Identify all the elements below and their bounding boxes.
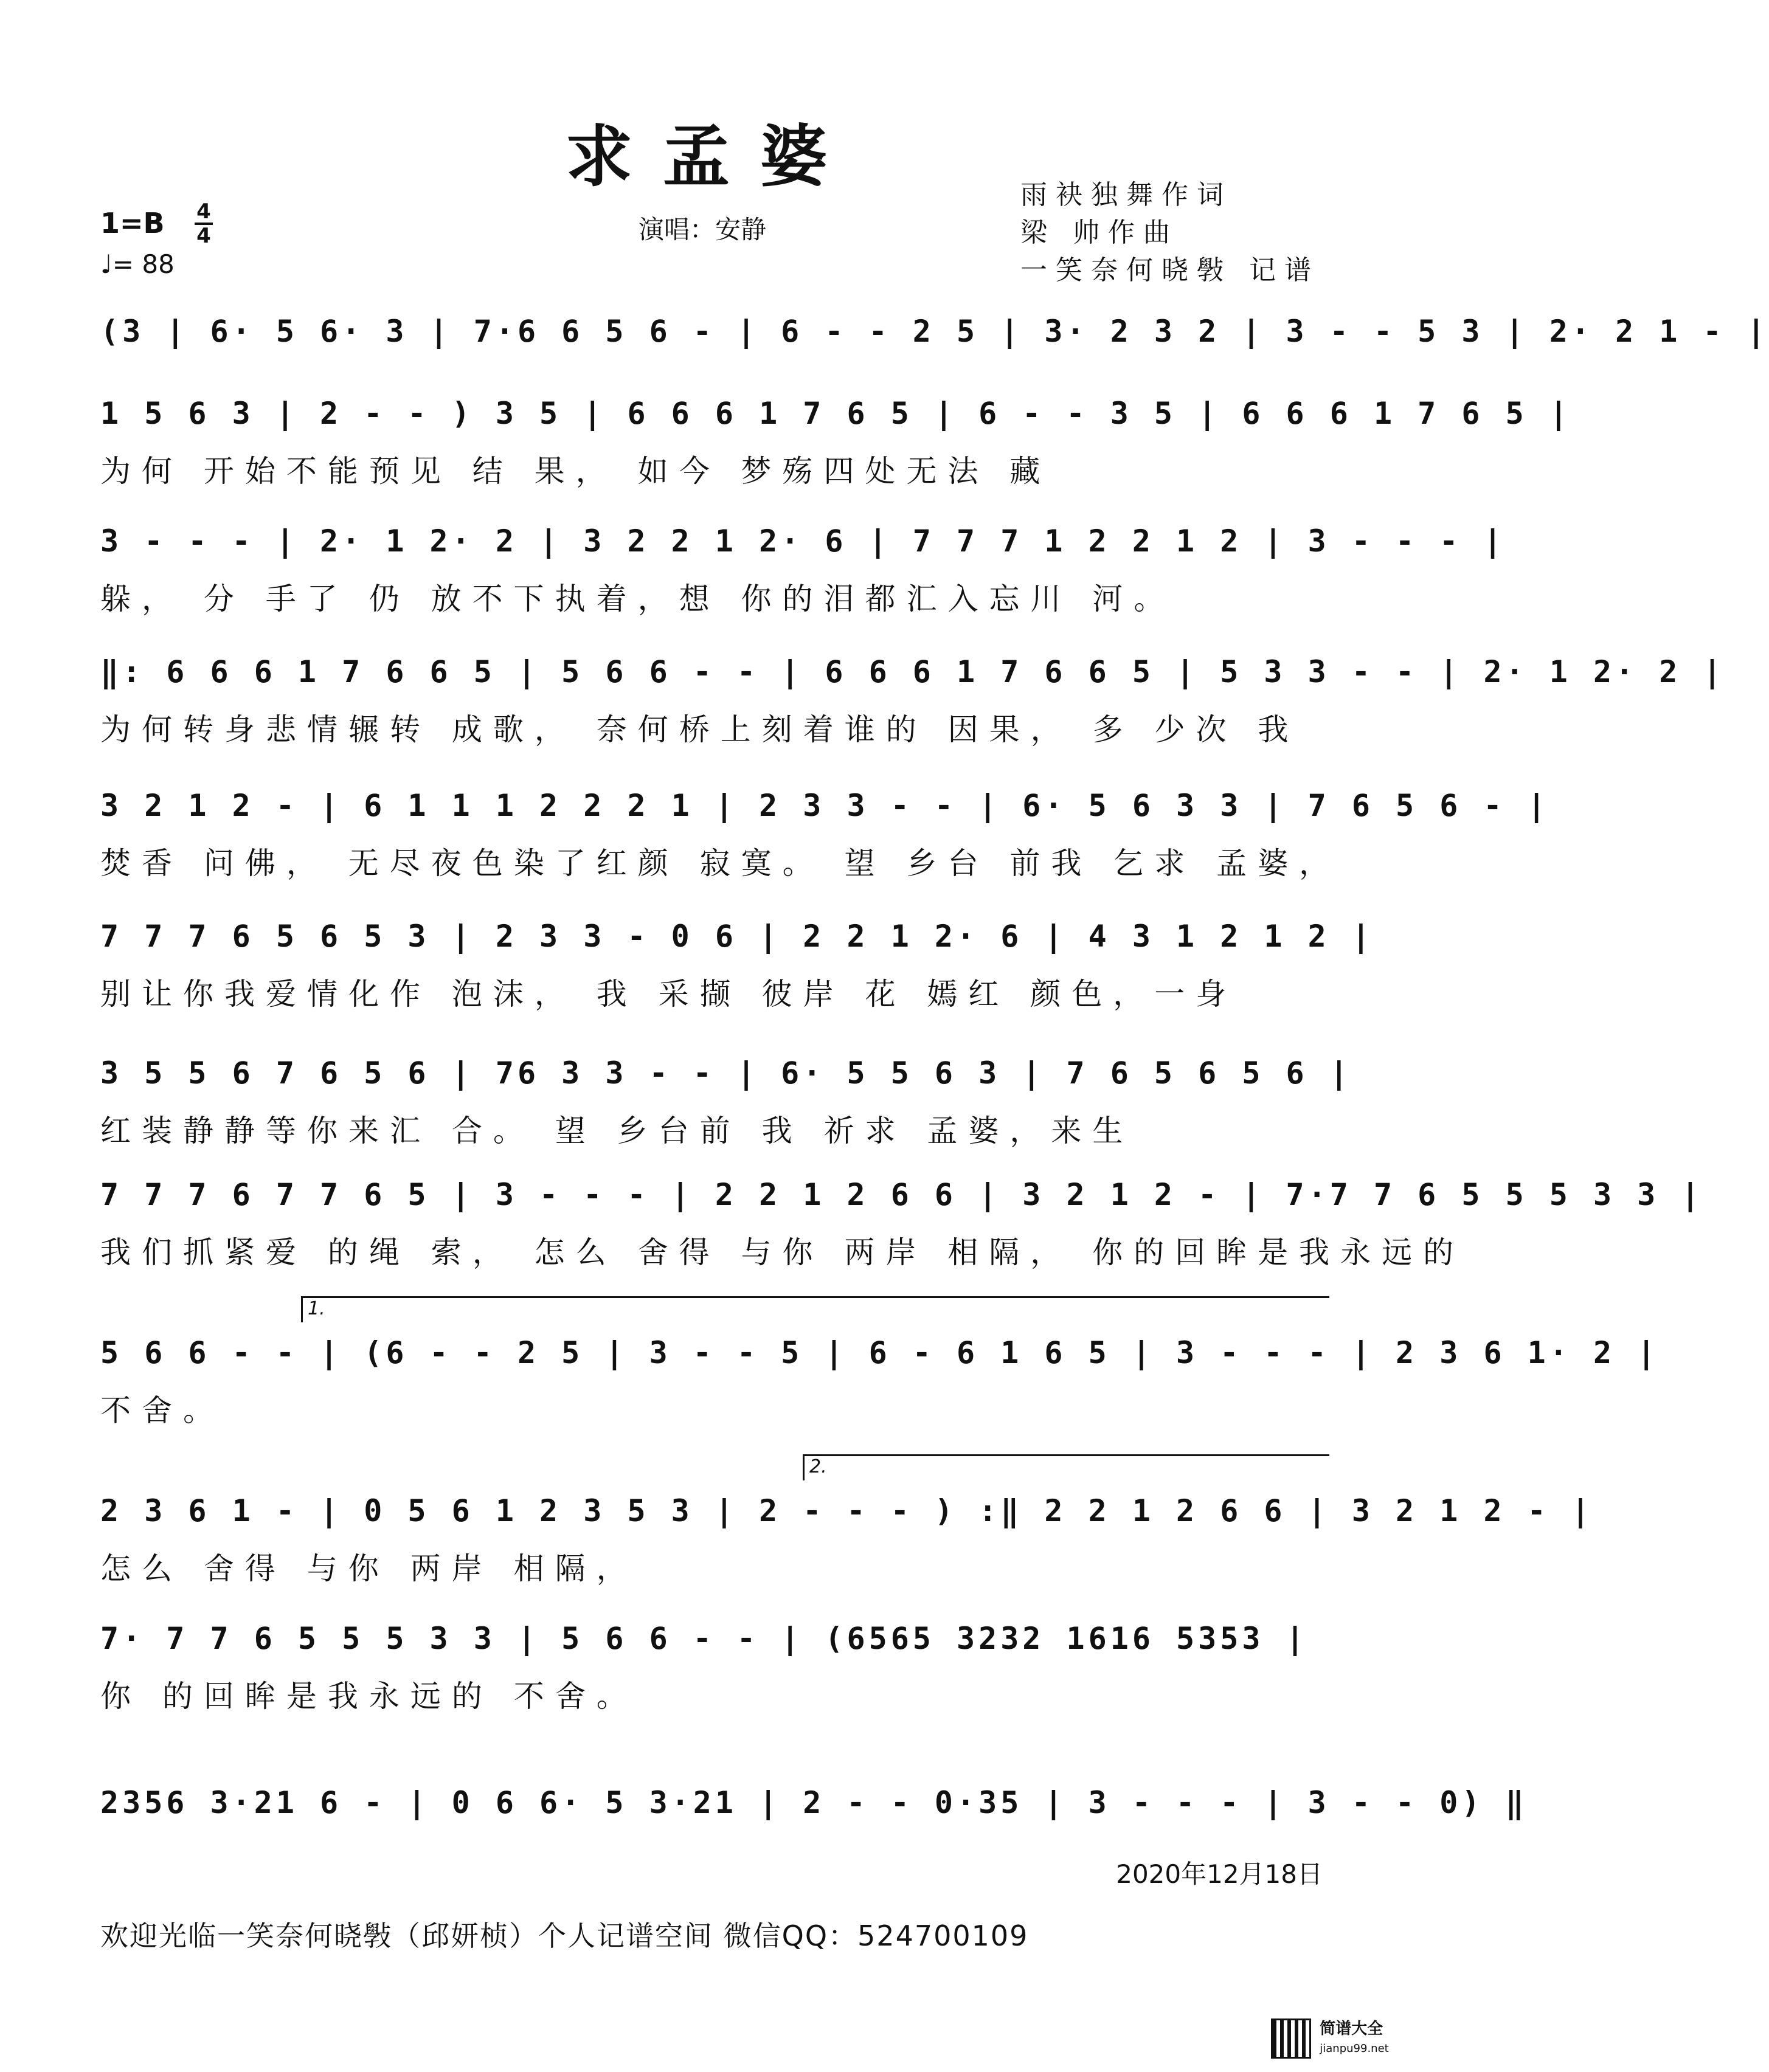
music-system xyxy=(100,1456,1593,1593)
notation-line: 7 7 7 6 7 7 6 5 | 3 - - - | 2 2 1 2 6 6 | 3 2 1 2 - | 7·7 7 6 5 5 5 3 3 | xyxy=(100,1177,1703,1212)
notation-line: 7· 7 7 6 5 5 5 3 3 | 5 6 6 - - | (6565 3232 1616 5353 | xyxy=(100,1621,1308,1656)
music-system xyxy=(100,1046,1352,1155)
composer-credit: 梁 帅作曲 xyxy=(1020,217,1179,248)
notation-line: 2356 3·21 6 - | 0 6 6· 5 3·21 | 2 - - 0·35 | 3 - - - | 3 - - 0) ‖ xyxy=(100,1785,1528,1820)
volta-2-bracket: 2. xyxy=(803,1454,1329,1480)
transcriber-credit: 一笑奈何晓斅 记谱 xyxy=(1020,255,1320,286)
lyrics-line: 红装静静等你来汇 合。 望 乡台前 我 祈求 孟婆，来生 xyxy=(100,1113,1134,1148)
music-system xyxy=(100,778,1549,888)
date-stamp: 2020年12月18日 xyxy=(1116,1859,1323,1889)
notation-line: 5 6 6 - - | (6 - - 2 5 | 3 - - 5 | 6 - 6 1 6 5 | 3 - - - | 2 3 6 1· 2 | xyxy=(100,1335,1660,1370)
time-signature-bottom: 4 xyxy=(196,224,211,248)
lyrics-line: 为何 开始不能预见 结 果， 如今 梦殇四处无法 藏 xyxy=(100,454,1051,489)
singer-credit: 演唱：安静 xyxy=(639,215,767,244)
lyrics-line: 焚香 问佛， 无尽夜色染了红颜 寂寞。 望 乡台 前我 乞求 孟婆， xyxy=(100,846,1341,881)
key-signature: 1=B xyxy=(100,207,165,240)
notation-line: 3 - - - | 2· 1 2· 2 | 3 2 2 1 2· 6 | 7 7 7 1 2 2 1 2 | 3 - - - | xyxy=(100,523,1506,559)
music-system xyxy=(100,514,1506,623)
lyrics-line: 我们抓紧爱 的绳 索， 怎么 舍得 与你 两岸 相隔， 你的回眸是我永远的 xyxy=(100,1235,1465,1270)
lyrics-line: 你 的回眸是我永远的 不舍。 xyxy=(100,1679,638,1714)
notation-line: 7 7 7 6 5 6 5 3 | 2 3 3 - 0 6 | 2 2 1 2· 6 | 4 3 1 2 1 2 | xyxy=(100,919,1374,954)
music-system xyxy=(100,1611,1323,1721)
music-system xyxy=(100,1775,1528,1842)
lyrics-line: 躲， 分 手了 仍 放不下执着，想 你的泪都汇入忘川 河。 xyxy=(100,581,1175,616)
music-system xyxy=(100,909,1374,1018)
music-system xyxy=(100,644,1725,754)
music-system xyxy=(100,1167,1703,1277)
site-logo xyxy=(1271,2018,1405,2061)
credits xyxy=(1020,176,1320,289)
tempo-marking: ♩= 88 xyxy=(100,249,175,279)
footer-note: 欢迎光临一笑奈何晓斅（邱妍桢）个人记谱空间 微信QQ：524700109 xyxy=(100,1919,1029,1952)
lyrics-line: 别让你我爱情化作 泡沫， 我 采撷 彼岸 花 嫣红 颜色，一身 xyxy=(100,976,1238,1012)
time-signature xyxy=(195,201,213,247)
music-system xyxy=(100,304,1769,395)
lyrics-line: 不舍。 xyxy=(100,1393,224,1428)
lyricist-credit: 雨袂独舞作词 xyxy=(1020,179,1232,210)
notation-line: 3 2 1 2 - | 6 1 1 1 2 2 2 1 | 2 3 3 - - | 6· 5 6 3 3 | 7 6 5 6 - | xyxy=(100,788,1549,823)
notation-line: 3 5 5 6 7 6 5 6 | 76 3 3 - - | 6· 5 5 6 3 | 7 6 5 6 5 6 | xyxy=(100,1055,1352,1091)
notation-line: 1 5 6 3 | 2 - - ) 3 5 | 6 6 6 1 7 6 5 | 6 - - 3 5 | 6 6 6 1 7 6 5 | xyxy=(100,396,1571,431)
lyrics-line: 怎么 舍得 与你 两岸 相隔， xyxy=(100,1551,638,1586)
piano-keys-icon xyxy=(1271,2018,1311,2059)
notation-line: ‖: 6 6 6 1 7 6 6 5 | 5 6 6 - - | 6 6 6 1 7 6 6 5 | 5 3 3 - - | 2· 1 2· 2 | xyxy=(100,654,1725,689)
logo-subtext: jianpu99.net xyxy=(1320,2042,1389,2055)
logo-text: 简谱大全 xyxy=(1320,2019,1383,2038)
notation-line: 2 3 6 1 - | 0 5 6 1 2 3 5 3 | 2 - - - ) :‖ 2 2 1 2 6 6 | 3 2 1 2 - | xyxy=(100,1493,1593,1528)
music-system xyxy=(100,1298,1660,1435)
song-title: 求孟婆 xyxy=(566,117,857,196)
time-signature-top: 4 xyxy=(196,199,211,224)
notation-line: (3 | 6· 5 6· 3 | 7·6 6 5 6 - | 6 - - 2 5 | 3· 2 3 2 | 3 - - 5 3 | 2· 2 1 - | xyxy=(100,314,1769,349)
lyrics-line: 为何转身悲情辗转 成歌， 奈何桥上刻着谁的 因果， 多 少次 我 xyxy=(100,712,1300,747)
volta-1-bracket: 1. xyxy=(301,1296,1329,1322)
music-system xyxy=(100,386,1571,496)
